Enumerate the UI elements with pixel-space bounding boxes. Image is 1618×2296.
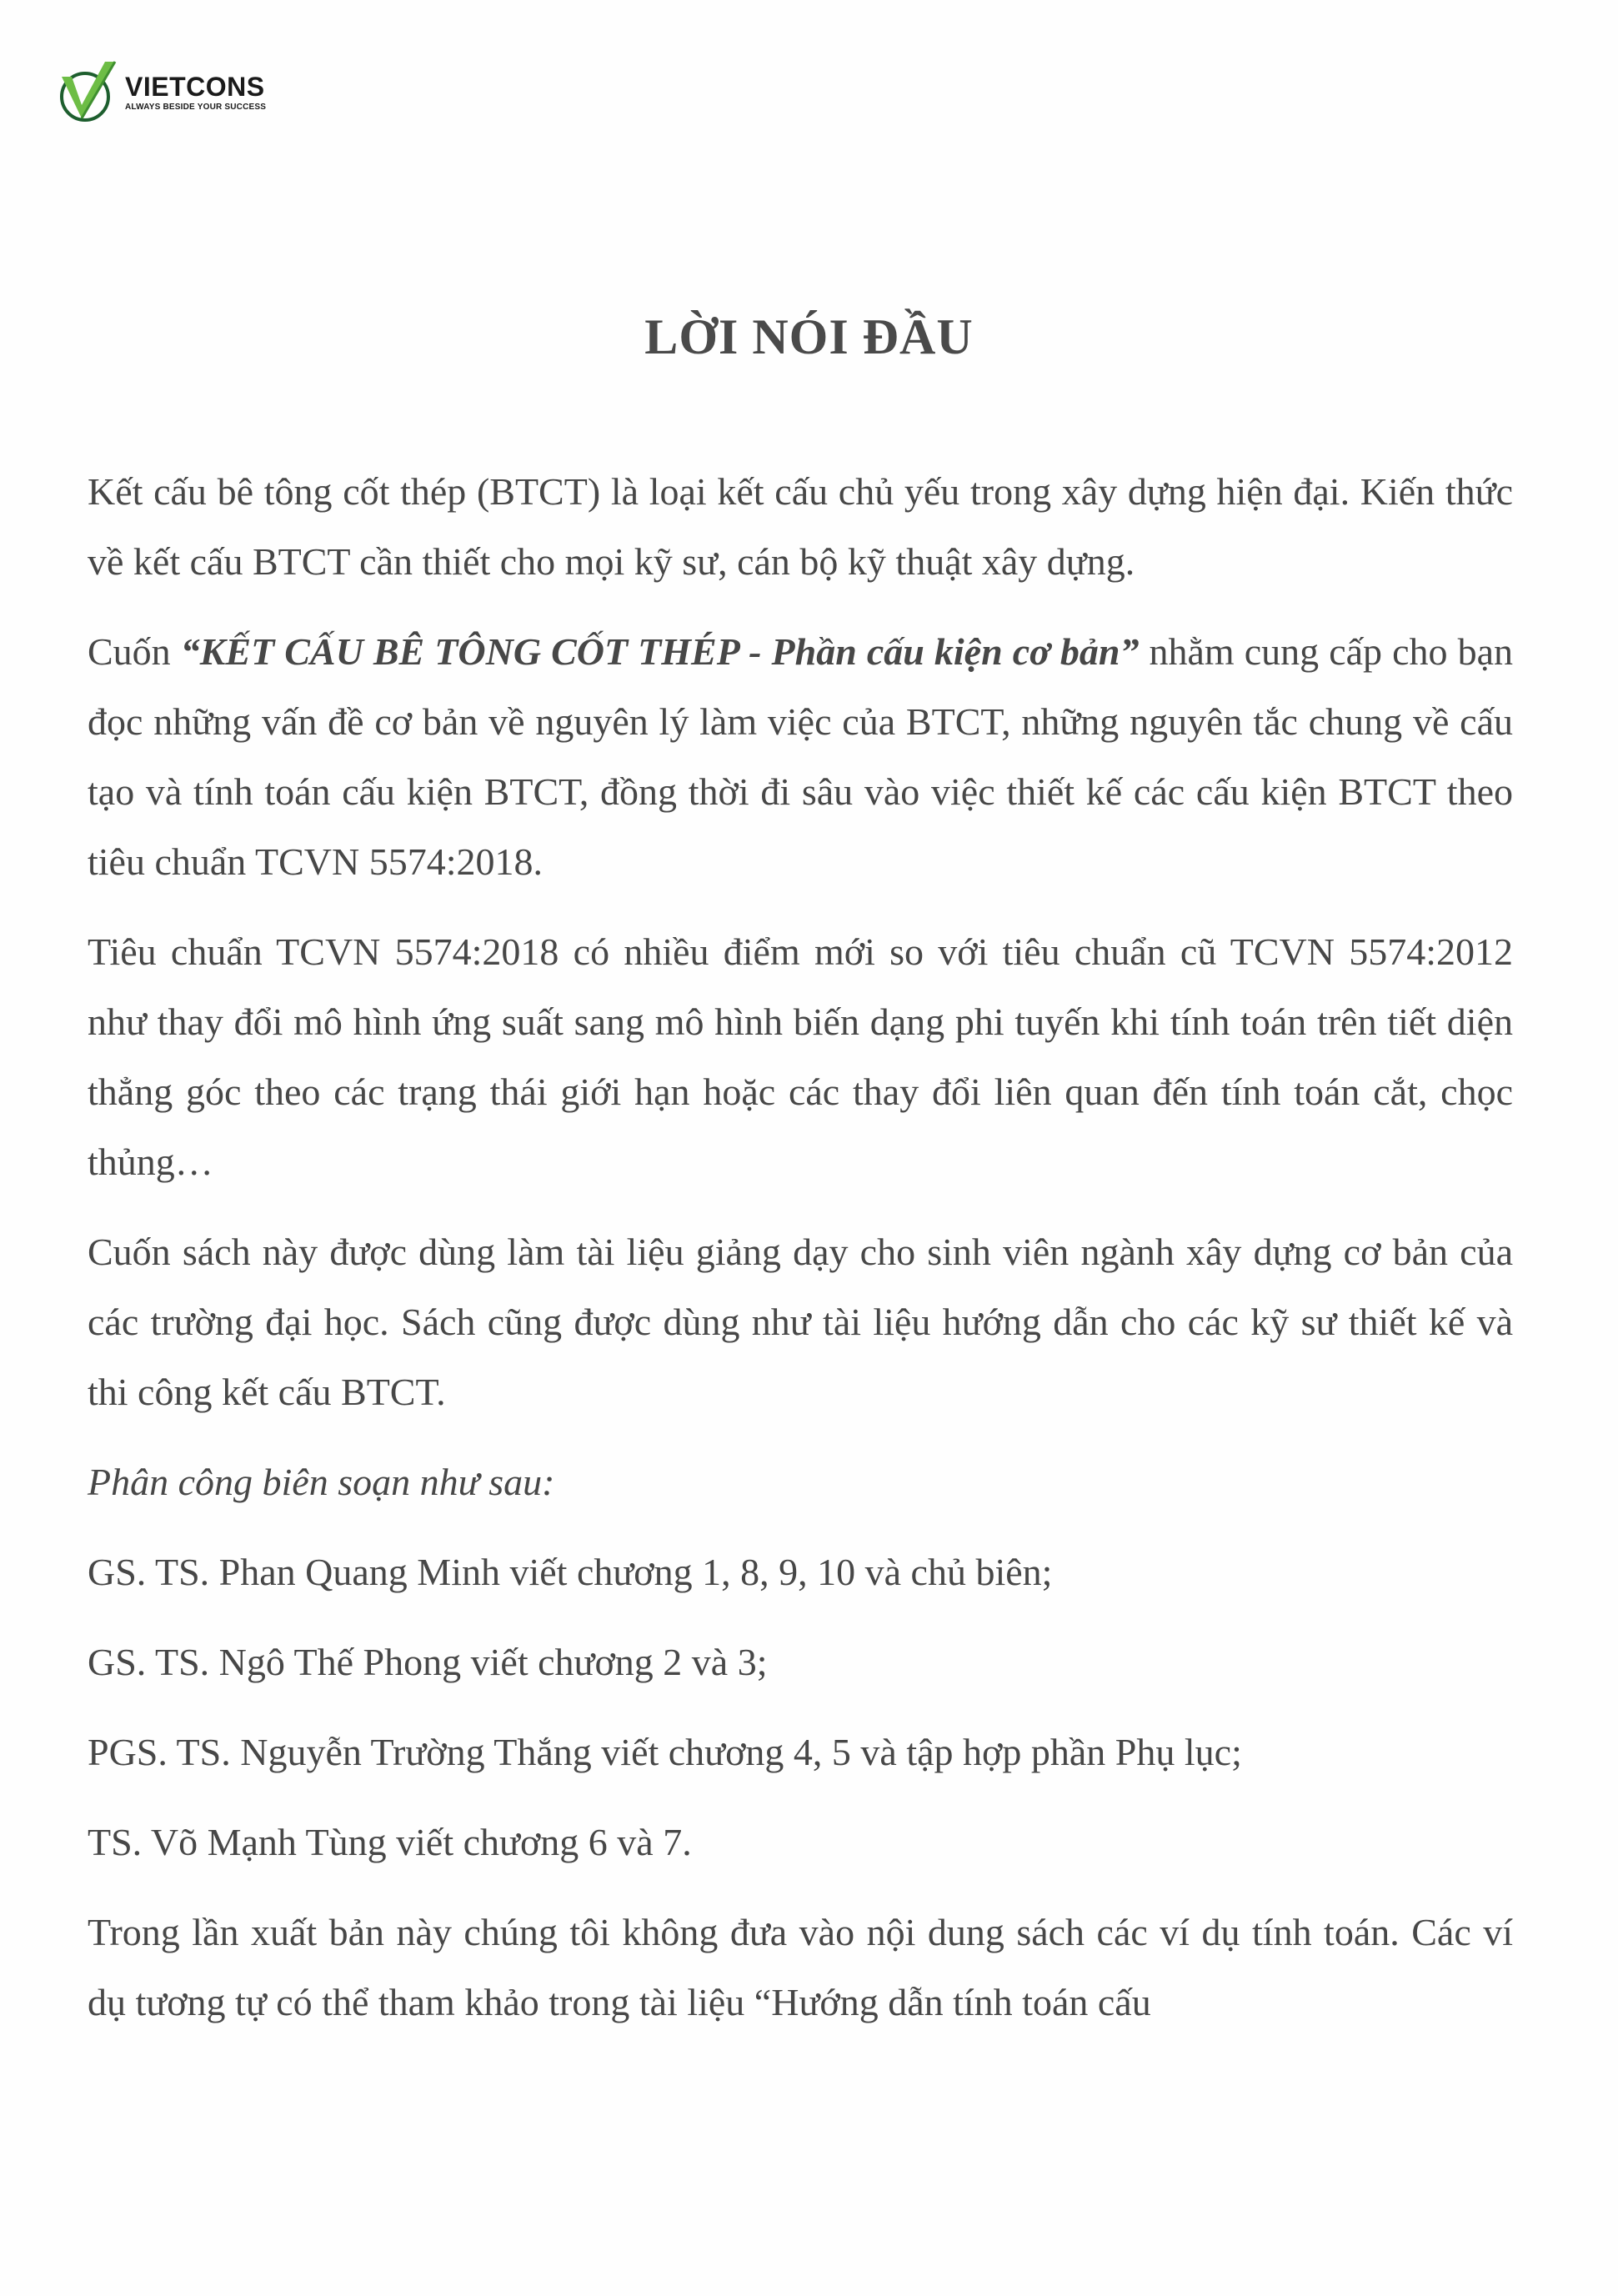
preface-body [88, 457, 1513, 2058]
logo-text [125, 73, 266, 112]
book-prefix: Cuốn [88, 630, 181, 673]
paragraph-examples: Trong lần xuất bản này chúng tôi không đưa vào nội dung sách các ví dụ tính toán. Các ví dụ tương tự có thể tham khảo trong tài liệu “Hướng dẫn tính toán cấu [88, 1911, 1513, 2023]
author-item: GS. TS. Ngô Thế Phong viết chương 2 và 3; [88, 1641, 768, 1683]
logo-tagline: ALWAYS BESIDE YOUR SUCCESS [125, 103, 267, 112]
authors-heading: Phân công biên soạn như sau: [88, 1461, 555, 1503]
logo-name: VIETCONS [125, 72, 265, 102]
author-item: GS. TS. Phan Quang Minh viết chương 1, 8, 9, 10 và chủ biên; [88, 1551, 1053, 1593]
book-description: nhằm cung cấp cho bạn đọc những vấn đề cơ bản về nguyên lý làm việc của BTCT, những nguyên tắc chung về cấu tạo và tính toán cấu kiện BTCT, đồng thời đi sâu vào việc thiết kế các cấu kiện BTCT theo tiêu chuẩn TCVN 5574:2018. [88, 630, 1513, 883]
page-title: LỜI NÓI ĐẦU [644, 309, 974, 364]
checkmark-logo-icon [57, 58, 120, 127]
paragraph-intro: Kết cấu bê tông cốt thép (BTCT) là loại kết cấu chủ yếu trong xây dựng hiện đại. Kiến thức về kết cấu BTCT cần thiết cho mọi kỹ sư, cán bộ kỹ thuật xây dựng. [88, 470, 1513, 583]
book-title: “KẾT CẤU BÊ TÔNG CỐT THÉP - Phần cấu kiện cơ bản” [180, 630, 1140, 673]
paragraph-usage: Cuốn sách này được dùng làm tài liệu giảng dạy cho sinh viên ngành xây dựng cơ bản của các trường đại học. Sách cũng được dùng như tài liệu hướng dẫn cho các kỹ sư thiết kế và thi công kết cấu BTCT. [88, 1231, 1513, 1413]
author-item: PGS. TS. Nguyễn Trường Thắng viết chương 4, 5 và tập hợp phần Phụ lục; [88, 1731, 1242, 1773]
author-item: TS. Võ Mạnh Tùng viết chương 6 và 7. [88, 1821, 692, 1863]
vietcons-logo [57, 55, 307, 130]
paragraph-book [88, 617, 1513, 897]
paragraph-standard: Tiêu chuẩn TCVN 5574:2018 có nhiều điểm mới so với tiêu chuẩn cũ TCVN 5574:2012 như thay đổi mô hình ứng suất sang mô hình biến dạng phi tuyến khi tính toán trên tiết diện thẳng góc theo các trạng thái giới hạn hoặc các thay đổi liên quan đến tính toán cắt, chọc thủng… [88, 930, 1513, 1183]
